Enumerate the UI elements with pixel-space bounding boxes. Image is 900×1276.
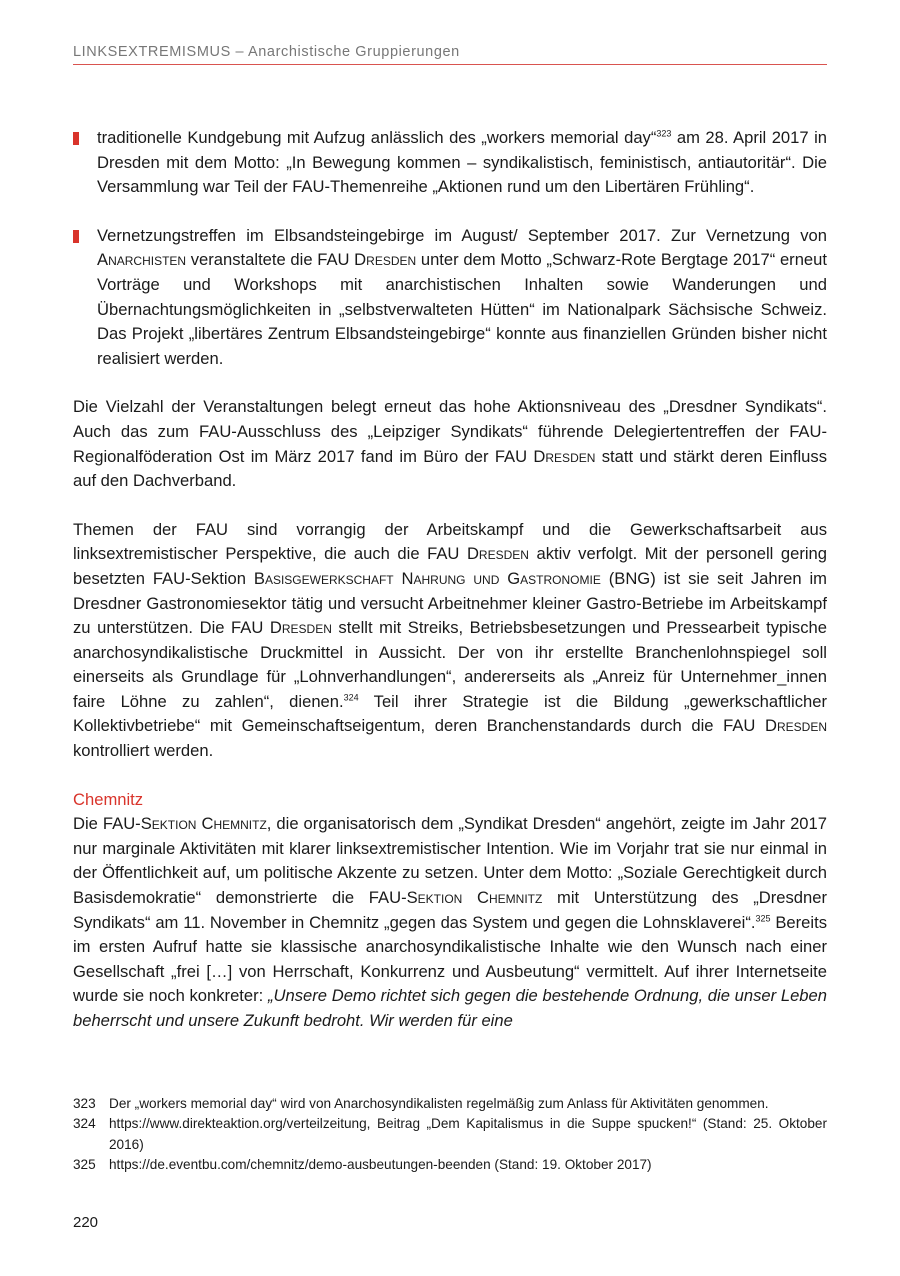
- paragraph-text: statt und stärkt deren Einfluss auf den Dachverband.: [73, 446, 827, 491]
- header-subsection: Anarchistische Gruppierungen: [247, 44, 460, 60]
- bullet-item-kundgebung: [73, 126, 827, 200]
- main-content: [73, 126, 827, 1034]
- footnote-text: https://www.direkteaktion.org/verteilzeitung, Beitrag „Dem Kapitalismus in die Suppe spucken!“ (Stand: 25. Oktober 2016): [109, 1116, 827, 1152]
- bullet-text: veranstaltete die FAU: [186, 250, 355, 270]
- footnote-323: [73, 1094, 827, 1114]
- bullet-text: traditionelle Kundgebung mit Aufzug anlässlich des „workers memorial day“: [97, 128, 657, 147]
- footnote-ref-325[interactable]: 325: [755, 913, 771, 924]
- paragraph-themen: [73, 518, 827, 764]
- small-caps-term: Dresden: [269, 618, 332, 638]
- small-caps-term: Dresden: [466, 544, 529, 564]
- small-caps-term: Anarchisten: [97, 250, 187, 270]
- paragraph-text: Teil ihrer Strategie ist die Bildung „gewerkschaftlicher Kollektivbetriebe“ mit Gemeinschaftseigentum, deren Branchenstandards durch die FAU: [73, 691, 827, 736]
- footnote-text: https://de.eventbu.com/chemnitz/demo-ausbeutungen-beenden (Stand: 19. Oktober 2017): [109, 1157, 652, 1173]
- small-caps-term: Dresden: [354, 250, 417, 270]
- bullet-text: am 28. April 2017 in Dresden mit dem Motto: „In Bewegung kommen – syndikalistisch, feministisch, antiautoritär“. Die Versammlung war Teil der FAU-Themenreihe „Aktionen rund um den Libertären Frühling“.: [97, 128, 827, 197]
- paragraph-text: , die organisatorisch dem „Syndikat Dresden“ angehört, zeigte im Jahr 2017 nur marginale Aktivitäten mit klarer linksextremistischer Intention. Wie im Vorjahr trat sie nur einmal in der Öffentlichkeit auf, um politische Akzente zu setzen. Unter dem Motto: „Soziale Gerechtigkeit durch Basisdemokratie“ demonstrierte die FAU-: [73, 814, 827, 908]
- paragraph-text: Die FAU-: [73, 814, 141, 834]
- small-caps-term: Dresden: [533, 446, 596, 466]
- bullet-item-vernetzungstreffen: [73, 224, 827, 372]
- bullet-marker-icon: [73, 230, 79, 243]
- bullet-text: unter dem Motto „Schwarz-Rote Bergtage 2017“ erneut Vorträge und Workshops mit anarchistischen Inhalten sowie Wanderungen und Übernachtungsmöglichkeiten in „selbstverwalteten Hütten“ im Nationalpark Sächsische Schweiz. Das Projekt „libertäres Zentrum Elbsandsteingebirge“ konnte aus finanziellen Gründen bisher nicht realisiert werden.: [97, 250, 827, 368]
- paragraph-text: (BNG) ist sie seit Jahren im Dresdner Gastronomiesektor tätig und versucht Arbeitnehmer kleiner Gastro-Betriebe im Arbeitskampf zu unterstützen. Die FAU: [73, 568, 828, 638]
- page-number: 220: [73, 1214, 99, 1231]
- small-caps-term: Sektion Chemnitz: [140, 814, 267, 834]
- footnote-ref-323[interactable]: 323: [656, 128, 672, 139]
- paragraph-text: kontrolliert werden.: [73, 741, 214, 761]
- paragraph-text: Bereits im ersten Aufruf hatte sie klassische anarchosyndikalistische Inhalte wie den Wunsch nach einer Gesellschaft „frei […] von Herrschaft, Konkurrenz und Ausbeutung“ vermittelt. Auf ihrer Internetseite wurde sie noch konkreter:: [73, 912, 828, 1006]
- section-heading-chemnitz: Chemnitz: [73, 789, 144, 809]
- footnote-324: [73, 1114, 827, 1155]
- small-caps-term: Sektion Chemnitz: [406, 888, 543, 908]
- footnote-number: 325: [73, 1157, 96, 1173]
- footnote-number: 324: [73, 1116, 96, 1132]
- paragraph-vielzahl: [73, 395, 827, 493]
- paragraph-text: stellt mit Streiks, Betriebsbesetzungen und Pressearbeit typische anarchosyndikalistische Druckmittel in Aussicht. Der von ihr erstellte Branchenlohnspiegel soll einerseits als Grundlage für „Lohnverhandlungen“, andererseits als „Anreiz für Unternehmer_innen faire Löhne zu zahlen“, dienen.: [73, 618, 827, 711]
- footnote-325: [73, 1155, 827, 1175]
- footnote-ref-324[interactable]: 324: [343, 692, 359, 703]
- footnote-number: 323: [73, 1096, 96, 1111]
- small-caps-term: Dresden: [765, 716, 827, 736]
- header-separator: –: [230, 44, 248, 60]
- running-header: [73, 44, 827, 65]
- paragraph-text: Themen der FAU sind vorrangig der Arbeitskampf und die Gewerkschaftsarbeit aus linksextremistischer Perspektive, die auch die FAU: [73, 519, 827, 564]
- paragraph-text: mit Unterstützung des „Dresdner Syndikats“ am 11. November in Chemnitz „gegen das System und gegen die Lohnsklaverei“.: [73, 888, 827, 932]
- header-section: LINKSEXTREMISMUS: [73, 44, 231, 60]
- paragraph-chemnitz: [73, 812, 827, 1033]
- quoted-text: „Unsere Demo richtet sich gegen die bestehende Ordnung, die unser Leben beherrscht und unsere Zukunft bedroht. Wir werden für eine: [73, 986, 827, 1030]
- small-caps-term: Basisgewerkschaft Nahrung und Gastronomie: [253, 568, 601, 588]
- bullet-marker-icon: [73, 132, 79, 145]
- paragraph-text: Die Vielzahl der Veranstaltungen belegt erneut das hohe Aktionsniveau des „Dresdner Syndikats“. Auch das zum FAU-Ausschluss des „Leipziger Syndikats“ führende Delegiertentreffen der FAU-Regionalföderation Ost im März 2017 fand im Büro der FAU: [73, 397, 827, 466]
- paragraph-text: aktiv verfolgt. Mit der personell gering besetzten FAU-Sektion: [73, 544, 827, 588]
- footnotes: [73, 1094, 827, 1176]
- footnote-text: Der „workers memorial day“ wird von Anarchosyndikalisten regelmäßig zum Anlass für Aktivitäten genommen.: [109, 1096, 769, 1111]
- bullet-text: Vernetzungstreffen im Elbsandsteingebirge im August/ September 2017. Zur Vernetzung von: [97, 225, 827, 245]
